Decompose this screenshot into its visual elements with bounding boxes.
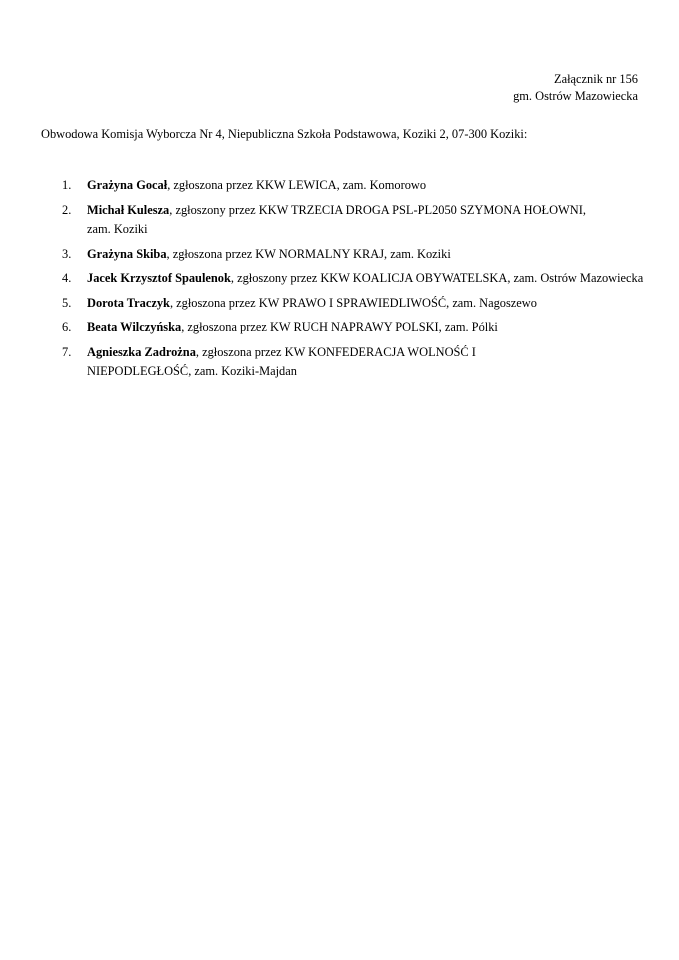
item-number: 6. [62,320,72,334]
list-item [41,269,647,289]
member-details: , zgłoszona przez KW KONFEDERACJA WOLNOŚĆ I NIEPODLEGŁOŚĆ, zam. Koziki-Majdan [87,344,476,378]
item-number: 5. [62,295,72,310]
list-item [41,294,641,314]
attachment-header [513,71,638,105]
member-name: Agnieszka Zadrożna [87,344,196,359]
member-name: Dorota Traczyk [87,295,170,310]
member-details: , zgłoszona przez KW RUCH NAPRAWY POLSKI, zam. Pólki [181,320,498,334]
members-list [41,176,644,387]
member-details: , zgłoszona przez KW PRAWO I SPRAWIEDLIWOŚĆ, zam. Nagoszewo [169,295,537,310]
municipality-name: gm. Ostrów Mazowiecka [513,89,638,103]
item-number: 7. [62,344,72,359]
member-name: Grażyna Skiba [87,246,167,261]
member-name: Jacek Krzysztof Spaulenok [87,271,231,285]
list-item [41,201,587,240]
member-details: , zgłoszony przez KKW KOALICJA OBYWATELSKA, zam. Ostrów Mazowiecka [230,271,644,285]
list-item [41,176,641,196]
item-number: 2. [62,202,72,217]
list-item [41,245,641,265]
member-name: Grażyna Gocał [87,178,168,192]
member-details: , zgłoszony przez KKW TRZECIA DROGA PSL-PL2050 SZYMONA HOŁOWNI, zam. Koziki [87,202,586,236]
commission-description: Obwodowa Komisja Wyborcza Nr 4, Niepubliczna Szkoła Podstawowa, Koziki 2, 07-300 Koziki: [41,127,528,141]
item-number: 3. [62,246,72,261]
item-number: 1. [62,178,72,192]
member-name: Beata Wilczyńska [87,320,182,334]
list-item [41,343,577,382]
attachment-number: Załącznik nr 156 [554,72,638,86]
member-details: , zgłoszona przez KKW LEWICA, zam. Komorowo [167,178,427,192]
list-item [41,318,641,338]
member-details: , zgłoszona przez KW NORMALNY KRAJ, zam. Koziki [166,246,451,261]
item-number: 4. [62,271,72,285]
member-name: Michał Kulesza [87,202,170,217]
